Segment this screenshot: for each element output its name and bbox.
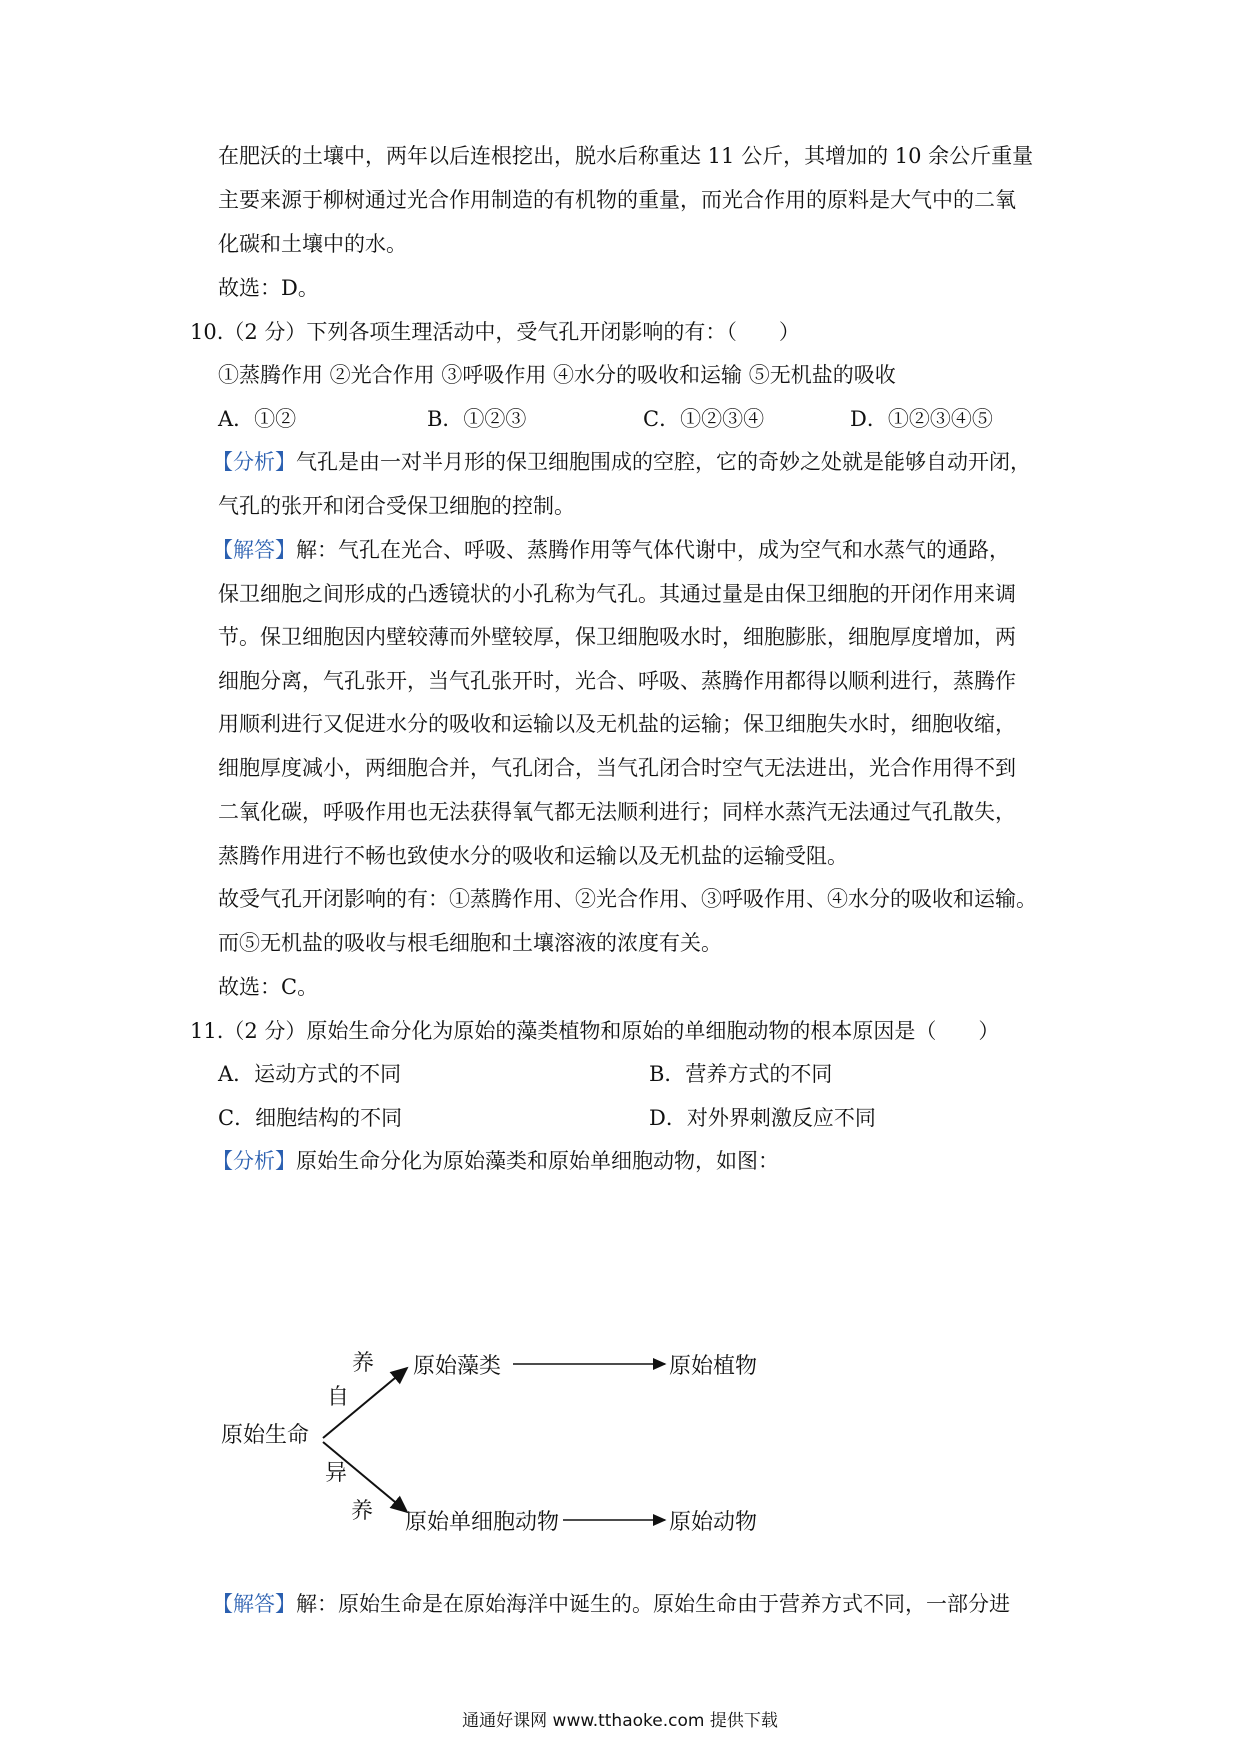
option-b: B．①②③ (427, 407, 527, 431)
answer-tag: 【解答】 (212, 538, 296, 562)
option-c: C．①②③④ (643, 407, 765, 431)
analysis-tag: 【分析】 (212, 450, 296, 474)
answer-text: 解：原始生命是在原始海洋中诞生的。原始生命由于营养方式不同，一部分进 (296, 1592, 1010, 1616)
lower-branch-char: 异 (325, 1461, 348, 1486)
answer-line: 故受气孔开闭影响的有：①蒸腾作用、②光合作用、③呼吸作用、④水分的吸收和运输。 (218, 887, 1037, 911)
answer-text: 解：气孔在光合、呼吸、蒸腾作用等气体代谢中，成为空气和水蒸气的通路， (296, 538, 1010, 562)
answer-choice: 故选：C。 (218, 975, 319, 999)
question-10-stem: 10.（2 分）下列各项生理活动中，受气孔开闭影响的有：（ ） (190, 320, 800, 344)
option-c: C．细胞结构的不同 (218, 1106, 403, 1130)
text-line: 在肥沃的土壤中，两年以后连根挖出，脱水后称重达 11 公斤，其增加的 10 余公斤重量 (218, 144, 1034, 168)
analysis-line (212, 1146, 779, 1176)
answer-tag: 【解答】 (212, 1592, 296, 1616)
option-a: A．运动方式的不同 (218, 1062, 402, 1086)
upper-node: 原始藻类 (413, 1354, 502, 1379)
text-line: 化碳和土壤中的水。 (218, 232, 407, 256)
upper-end: 原始植物 (669, 1354, 758, 1379)
upper-branch-char: 自 (327, 1385, 350, 1410)
option-b: B．营养方式的不同 (649, 1062, 833, 1086)
text-line: 主要来源于柳树通过光合作用制造的有机物的重量，而光合作用的原料是大气中的二氧 (218, 188, 1016, 212)
analysis-text: 气孔是由一对半月形的保卫细胞围成的空腔，它的奇妙之处就是能够自动开闭， (296, 450, 1031, 474)
upper-branch-char: 养 (352, 1351, 375, 1376)
text-line: 故选：D。 (218, 276, 319, 300)
option-d: D．对外界刺激反应不同 (649, 1106, 876, 1130)
answer-line: 而⑤无机盐的吸收与根毛细胞和土壤溶液的浓度有关。 (218, 931, 722, 955)
evolution-diagram (215, 1318, 835, 1558)
answer-line (212, 1589, 1010, 1619)
answer-line: 蒸腾作用进行不畅也致使水分的吸收和运输以及无机盐的运输受阻。 (218, 844, 848, 868)
analysis-line: 气孔的张开和闭合受保卫细胞的控制。 (218, 494, 575, 518)
answer-line (212, 535, 1010, 565)
lower-node: 原始单细胞动物 (405, 1510, 560, 1535)
answer-line: 节。保卫细胞因内壁较薄而外壁较厚，保卫细胞吸水时，细胞膨胀，细胞厚度增加，两 (218, 625, 1016, 649)
answer-line: 用顺利进行又促进水分的吸收和运输以及无机盐的运输；保卫细胞失水时，细胞收缩， (218, 712, 1016, 736)
option-d: D．①②③④⑤ (850, 407, 993, 431)
lower-end: 原始动物 (669, 1510, 758, 1535)
answer-line: 细胞厚度减小，两细胞合并，气孔闭合，当气孔闭合时空气无法进出，光合作用得不到 (218, 756, 1016, 780)
question-11-stem: 11.（2 分）原始生命分化为原始的藻类植物和原始的单细胞动物的根本原因是（ ） (190, 1019, 1000, 1043)
analysis-line (212, 447, 1031, 477)
analysis-text: 原始生命分化为原始藻类和原始单细胞动物，如图： (296, 1149, 779, 1173)
lower-branch-char: 养 (351, 1499, 374, 1524)
answer-line: 二氧化碳，呼吸作用也无法获得氧气都无法顺利进行；同样水蒸汽无法通过气孔散失， (218, 800, 1016, 824)
answer-line: 细胞分离，气孔张开，当气孔张开时，光合、呼吸、蒸腾作用都得以顺利进行，蒸腾作 (218, 669, 1016, 693)
option-a: A．①② (218, 407, 297, 431)
diagram-root: 原始生命 (221, 1423, 310, 1448)
question-10-items: ①蒸腾作用 ②光合作用 ③呼吸作用 ④水分的吸收和运输 ⑤无机盐的吸收 (218, 363, 896, 387)
analysis-tag: 【分析】 (212, 1149, 296, 1173)
answer-line: 保卫细胞之间形成的凸透镜状的小孔称为气孔。其通过量是由保卫细胞的开闭作用来调 (218, 582, 1016, 606)
page-footer: 通通好课网 www.tthaoke.com 提供下载 (462, 1711, 778, 1731)
